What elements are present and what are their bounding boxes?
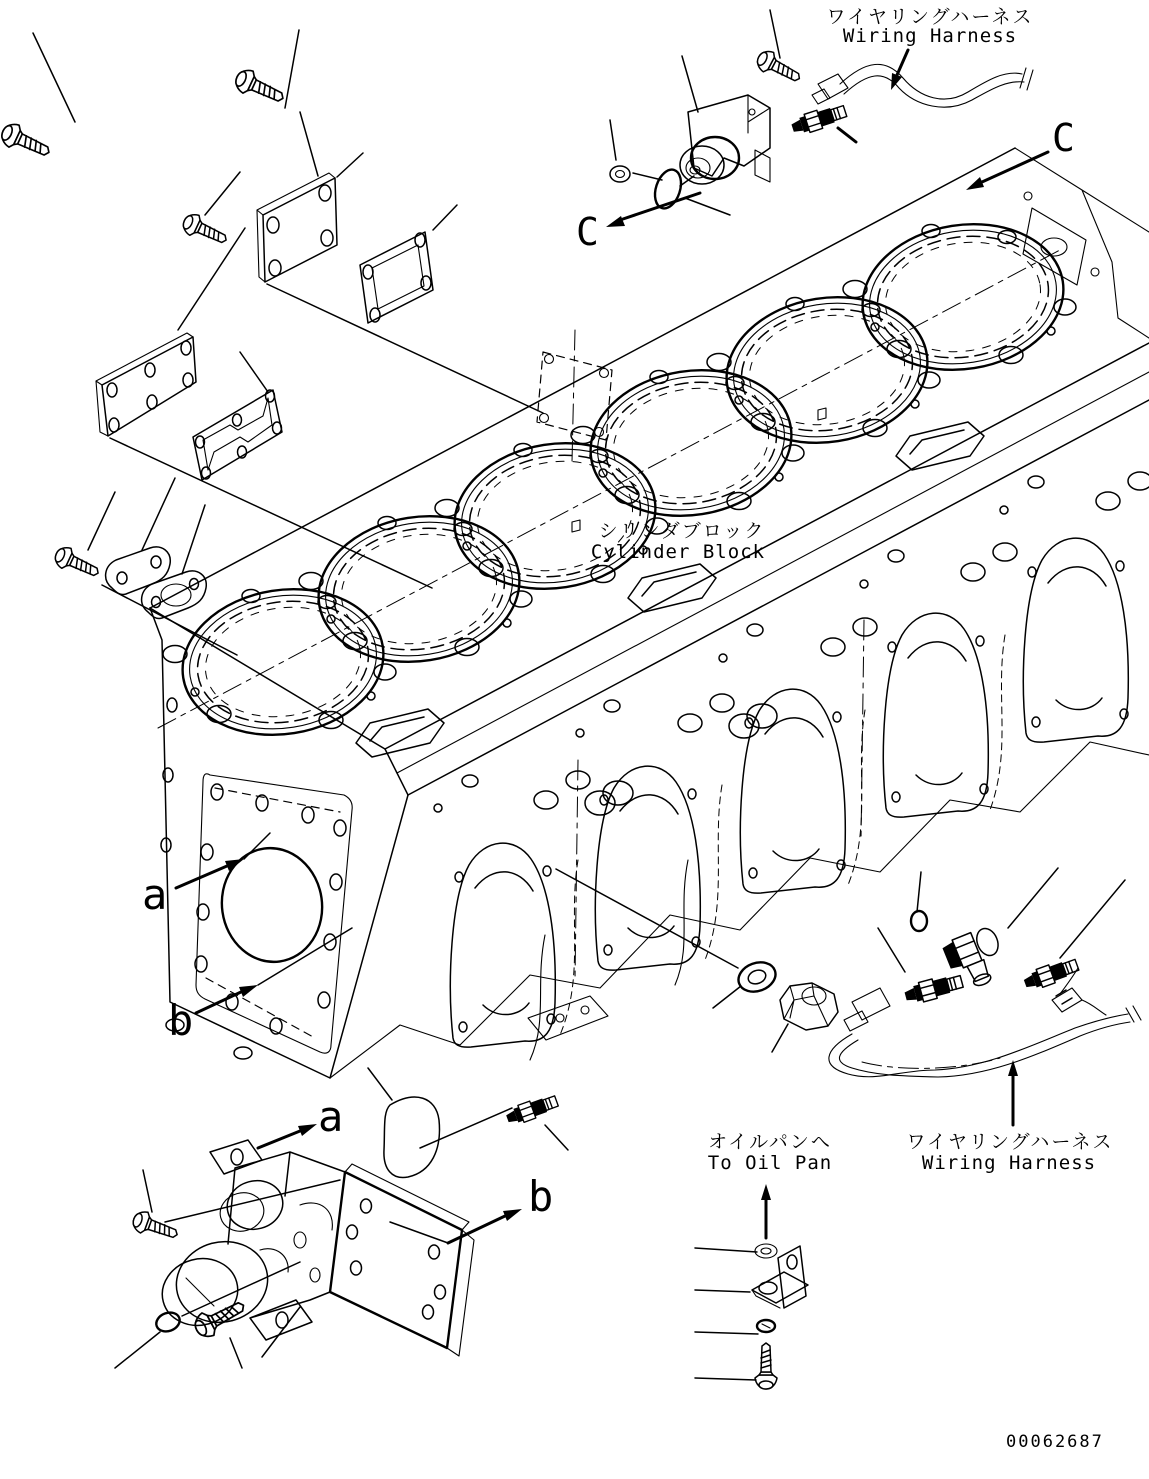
o-ring [911,911,927,931]
view-arrows [176,50,1048,1243]
solenoid-bracket [680,95,770,184]
washer [734,957,779,996]
d-gasket [384,1097,440,1177]
label-to-oil-pan-en: To Oil Pan [707,1152,833,1174]
wiring-harness-top [812,64,1033,107]
nut-ring [610,166,630,182]
label-to-oil-pan-jp: オイルパンへ [708,1131,832,1153]
view-letter-b-left: b [168,996,194,1045]
view-letter-c-top: C [576,210,599,254]
label-wiring-harness-top-en: Wiring Harness [842,25,1018,47]
bolt-icon [232,66,288,109]
pressure-sensor-icon [790,102,848,137]
cylinder-block [150,148,1149,1078]
side-cover-plate [96,333,196,436]
oil-pan-bracket-group [752,1244,808,1389]
view-letter-c-right: C [1052,116,1075,160]
adapter-housing-group [130,1092,559,1356]
label-cylinder-block-jp: シリンダブロック [598,520,766,542]
drawing-number: 00062687 [1006,1432,1104,1452]
view-letter-a-left: a [142,870,168,919]
cover-gasket [360,232,433,323]
label-wiring-harness-top-jp: ワイヤリングハーネス [826,6,1034,28]
bolt-icon [180,211,231,250]
oval-cover [106,547,171,595]
label-wiring-harness-bottom-jp: ワイヤリングハーネス [906,1131,1114,1153]
oval-plug [154,1309,183,1334]
view-letter-a-bottom: a [318,1092,344,1141]
cover-plate [257,173,337,282]
oil-pressure-sensor-icon [504,1092,559,1127]
label-cylinder-block-en: Cylinder Block [590,541,766,563]
washer [755,1244,777,1258]
bolt-icon [130,1209,181,1245]
cover-plates-group [0,66,433,618]
temp-sensor-icon [903,972,964,1006]
side-cover-gasket [193,390,282,480]
label-wiring-harness-bottom-en: Wiring Harness [921,1152,1097,1174]
bolt-icon [755,1343,777,1389]
view-letter-b-bottom: b [528,1172,554,1221]
hex-plug [780,983,838,1030]
bolt-icon [52,544,103,583]
bolt-icon [0,120,54,163]
sensor-group [734,911,1080,1030]
l-bracket [752,1246,808,1308]
temp-sensor-icon [1022,956,1080,993]
solenoid-valve-group [610,47,848,211]
